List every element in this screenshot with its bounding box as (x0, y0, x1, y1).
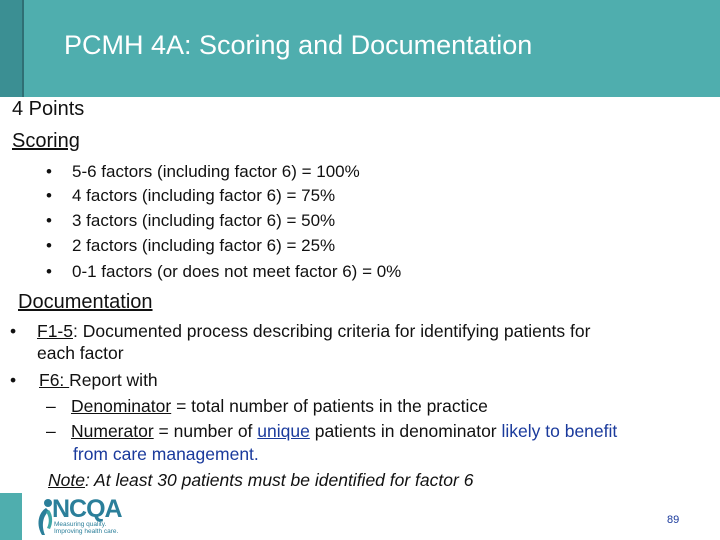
slide-title: PCMH 4A: Scoring and Documentation (64, 30, 533, 60)
page-number: 89 (667, 514, 680, 526)
scoring-heading: Scoring (12, 130, 80, 152)
logo-tagline: Measuring quality. Improving health care. (54, 521, 119, 535)
highlight-text: likely to benefit (501, 421, 618, 441)
doc-item-label: F6: (39, 370, 70, 390)
bullet-icon: • (46, 262, 52, 281)
logo-wordmark: NCQA (52, 495, 122, 523)
bullet-icon: • (10, 370, 17, 390)
ncqa-logo (34, 497, 164, 537)
documentation-heading: Documentation (18, 291, 153, 313)
bullet-icon: • (46, 236, 52, 255)
bullet-icon: • (46, 162, 52, 181)
bullet-icon: • (10, 321, 17, 341)
dash-icon: – (46, 421, 56, 441)
emphasis-text: unique (257, 421, 310, 441)
points-heading: 4 Points (12, 98, 85, 120)
sub-item-label: Denominator (71, 396, 172, 416)
note-label: Note (48, 470, 85, 490)
doc-item-label: F1-5 (37, 321, 73, 341)
bullet-icon: • (46, 186, 52, 205)
note: Note: At least 30 patients must be identified for factor 6 (48, 470, 474, 490)
sub-item-label: Numerator (71, 421, 154, 441)
dash-icon: – (46, 396, 56, 416)
footer-accent-stripe (0, 493, 22, 540)
title-bar (0, 0, 720, 97)
bullet-icon: • (46, 211, 52, 230)
header-accent-stripe (0, 0, 22, 97)
header-accent-line (22, 0, 24, 97)
highlight-text-continued: from care management. (73, 444, 259, 464)
